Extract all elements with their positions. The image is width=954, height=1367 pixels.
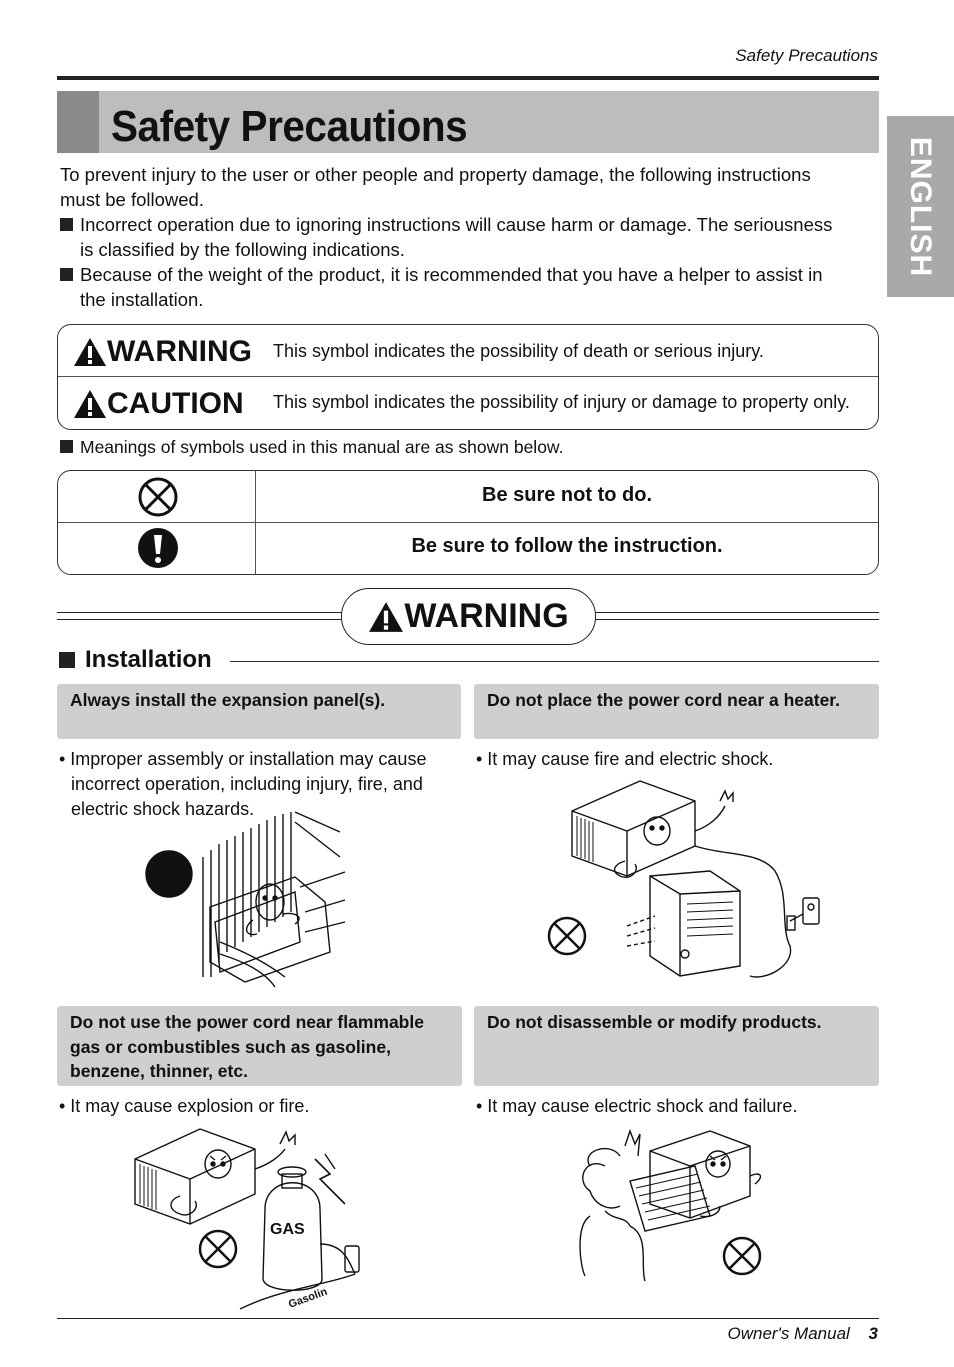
warning-banner: WARNING [341,588,596,645]
warning-triangle-icon [368,601,404,633]
title-tab [57,91,99,153]
expansion-panel-illustration [145,812,345,992]
running-header: Safety Precautions [735,46,878,65]
mandatory-action-icon [137,527,179,569]
language-tab-label: ENGLISH [904,136,938,277]
item-body: • It may cause fire and electric shock. [476,749,774,769]
top-rule [57,76,879,80]
warning-triangle-icon [73,337,107,367]
intro-bullet-cont: the installation. [80,289,204,310]
language-tab-label-wrap [887,116,954,297]
signal-word-box [57,324,879,430]
item-body: • Improper assembly or installation may cause incorrect operation, including injury, fire, and electric shock hazards. [59,749,427,819]
divider [58,376,878,377]
footer-label: Owner's Manual [727,1324,850,1343]
intro-bullet: Because of the weight of the product, it is recommended that you have a helper to assist in [60,262,880,287]
footer [728,1324,879,1344]
page-number: 3 [868,1324,878,1343]
warning-signal: WARNING [73,335,252,369]
intro-text [60,162,880,312]
gas-label: GAS [270,1221,305,1238]
square-bullet-icon [59,652,75,668]
prohibit-meaning: Be sure not to do. [482,484,652,506]
symbols-note: Meanings of symbols used in this manual are as shown below. [60,435,563,460]
intro-line: must be followed. [60,189,204,210]
gas-illustration [130,1114,370,1314]
prohibition-icon [137,476,179,518]
gasoline-label: Gasolin [286,1285,329,1311]
item-heading: Always install the expansion panel(s). [57,684,461,739]
item-heading: Do not place the power cord near a heater. [474,684,879,739]
symbols-table [57,470,879,575]
divider [58,522,878,523]
intro-line: To prevent injury to the user or other people and property damage, the following instructions [60,164,811,185]
caution-description: This symbol indicates the possibility of injury or damage to property only. [273,392,850,412]
follow-meaning: Be sure to follow the instruction. [411,535,723,557]
square-bullet-icon [60,440,73,453]
intro-bullet: Incorrect operation due to ignoring instructions will cause harm or damage. The seriousness [60,212,880,237]
section-heading: Installation [59,646,212,674]
disassemble-illustration [570,1126,770,1286]
caution-signal: CAUTION [73,387,244,421]
warning-description: This symbol indicates the possibility of death or serious injury. [273,341,764,361]
banner-rule-left [57,612,343,620]
item-heading: Do not use the power cord near flammable gas or combustibles such as gasoline, benzene, thinner, etc. [57,1006,462,1086]
section-rule [230,661,879,662]
item-heading: Do not disassemble or modify products. [474,1006,879,1086]
item-body: • It may cause electric shock and failure. [476,1096,798,1116]
square-bullet-icon [60,268,73,281]
caution-triangle-icon [73,389,107,419]
footer-rule [57,1318,879,1319]
page-title: Safety Precautions [111,102,468,151]
intro-bullet-cont: is classified by the following indications. [80,239,405,260]
heater-illustration [545,776,825,986]
banner-rule-right [594,612,879,620]
square-bullet-icon [60,218,73,231]
item-body: • It may cause explosion or fire. [59,1096,310,1116]
